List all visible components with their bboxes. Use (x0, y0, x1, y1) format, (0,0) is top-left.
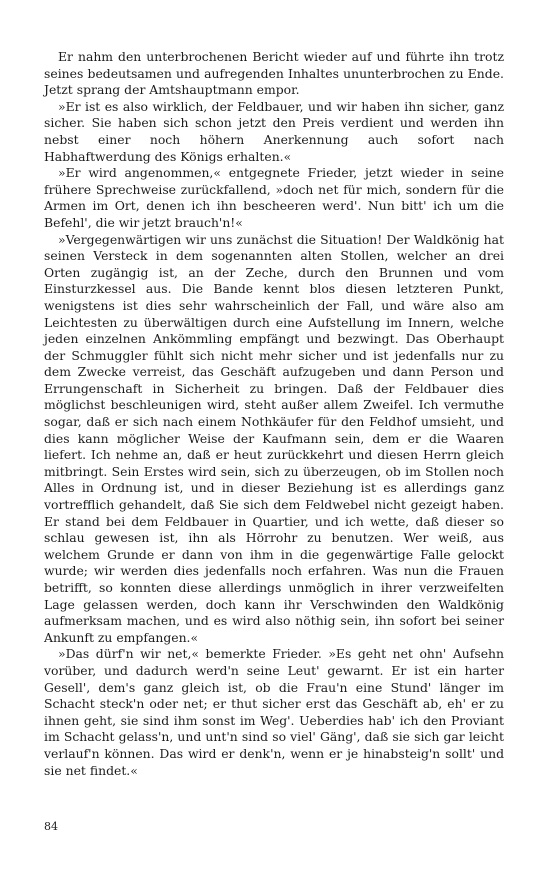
paragraph: »Er wird angenommen,« entgegnete Frieder, jetzt wieder in seine frühere Sprechweise zurückfallend, »doch net für mich, sondern für die Armen im Ort, denen ich ihn bescheeren werd'. Nun bitt' ich um die Befehl', die wir jetzt brauch'n!« (44, 165, 504, 230)
paragraph: »Er ist es also wirklich, der Feldbauer, und wir haben ihn sicher, ganz sicher. Sie haben sich schon jetzt den Preis verdient und werden ihn nebst einer noch höhern Anerkennung auch sofort nach Habhaftwerdung des Königs erhalten.« (44, 98, 504, 164)
page-number: 84 (44, 820, 58, 833)
paragraph: »Vergegenwärtigen wir uns zunächst die Situation! Der Waldkönig hat seinen Versteck in dem sogenannten alten Stollen, welcher an drei Orten zugängig ist, an der Zeche, durch den Brunnen und vom Einsturzkessel aus. Die Bande kennt blos diesen letzteren Punkt, wenigstens ist dies sehr wahrscheinlich der Fall, und wäre also am Leichtesten zu überwältigen durch eine Aufstellung im Innern, welche jeden einzelnen Ankömmling empfängt und bezwingt. Das Oberhaupt der Schmuggler fühlt sich nicht mehr sicher und ist jedenfalls nur zu dem Zwecke verreist, das Geschäft aufzugeben und dann Person und Errungenschaft in Sicherheit zu bringen. Daß der Feldbauer dies möglichst beschleunigen wird, steht außer allem Zweifel. Ich vermuthe sogar, daß er sich nach einem Nothkäufer für den Feldhof umsieht, und dies kann möglicher Weise der Kaufmann sein, dem er die Waaren liefert. Ich nehme an, daß er heut zurückkehrt und diesen Herrn gleich mitbringt. Sein Erstes wird sein, sich zu überzeugen, ob im Stollen noch Alles in Ordnung ist, und in dieser Beziehung ist es allerdings ganz vortrefflich gehandelt, daß Sie sich dem Feldwebel nicht gezeigt haben. Er stand bei dem Feldbauer in Quartier, und ich wette, daß dieser so schlau gewesen ist, ihn als Hörrohr zu benutzen. Wer weiß, aus welchem Grunde er dann von ihm in die gegenwärtige Falle gelockt wurde; wir werden dies jedenfalls noch erfahren. Was nun die Frauen betrifft, so konnten diese allerdings unmöglich in ihrer verzweifelten Lage gelassen werden, doch kann ihr Verschwinden den Waldkönig aufmerksam machen, und es wird also nöthig sein, ihn sofort bei seiner Ankunft zu empfangen.« (44, 231, 504, 645)
body-text (44, 49, 504, 779)
paragraph: Er nahm den unterbrochenen Bericht wieder auf und führte ihn trotz seines bedeutsamen und aufregenden Inhaltes ununterbrochen zu Ende. Jetzt sprang der Amtshauptmann empor. (44, 49, 504, 98)
paragraph: »Das dürf'n wir net,« bemerkte Frieder. »Es geht net ohn' Aufsehn vorüber, und dadurch werd'n seine Leut' gewarnt. Er ist ein harter Gesell', dem's ganz gleich ist, ob die Frau'n eine Stund' länger im Schacht steck'n oder net; er thut sicher erst das Geschäft ab, eh' er zu ihnen geht, sie sind ihm sonst im Weg'. Ueberdies hab' ich den Proviant im Schacht gelass'n, und unt'n sind so viel' Gäng', daß sie sich gar leicht verlauf'n können. Das wird er denk'n, wenn er je hinabsteig'n sollt' und sie net findet.« (44, 646, 504, 778)
